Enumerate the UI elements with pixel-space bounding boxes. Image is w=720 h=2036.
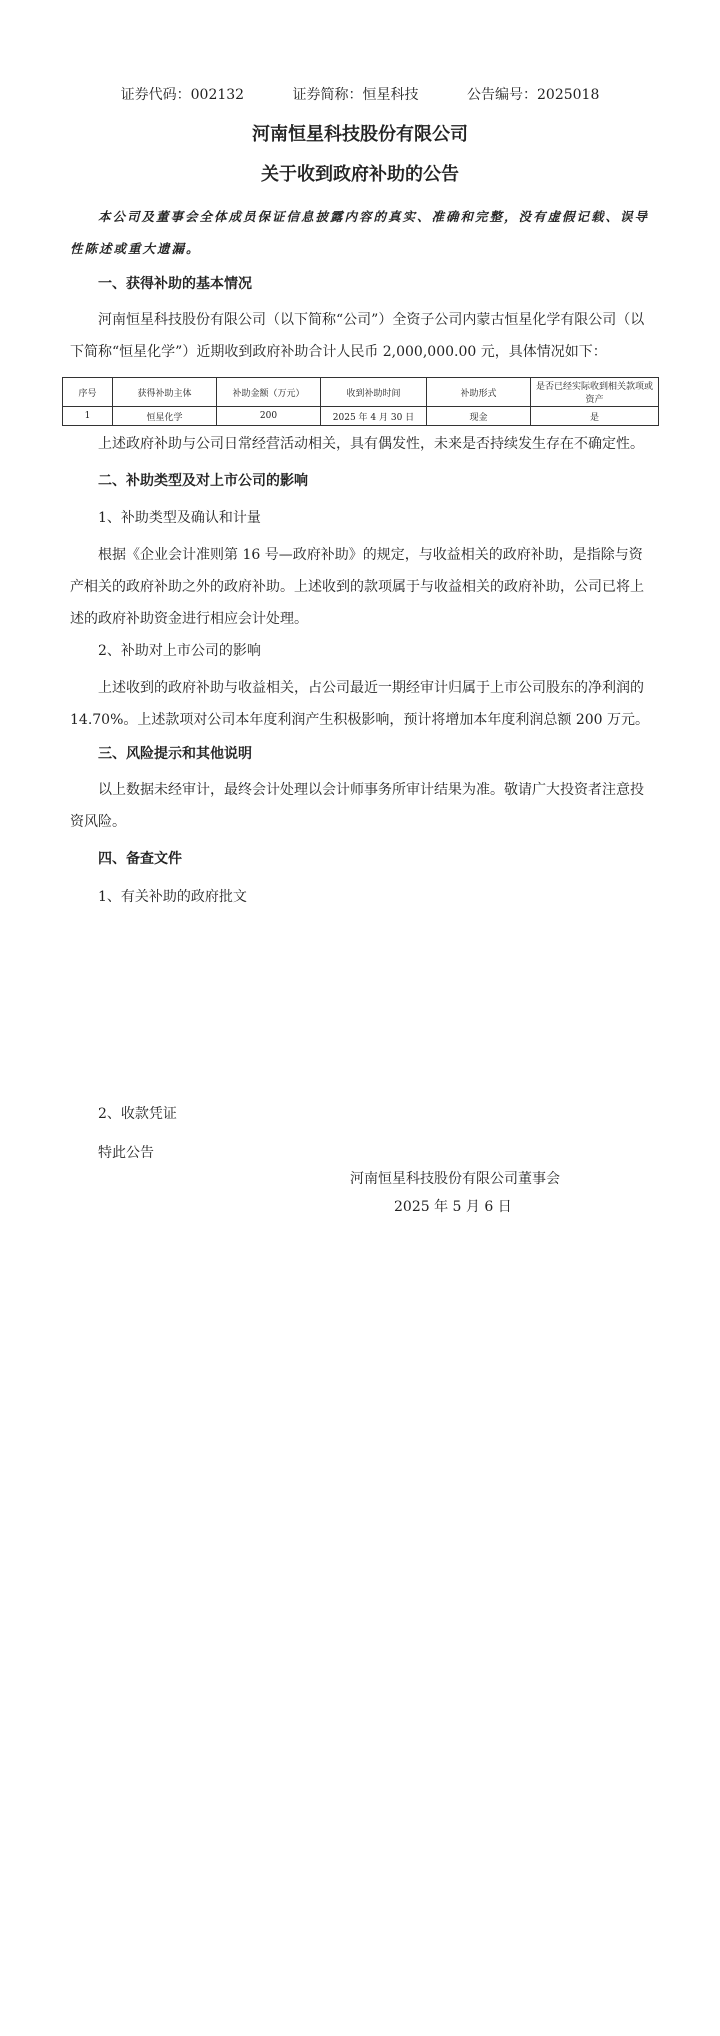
table-cell: 1 (63, 407, 113, 426)
section-2-paragraph-1: 根据《企业会计准则第 16 号—政府补助》的规定，与收益相关的政府补助，是指除与资产相关的政府补助之外的政府补助。上述收到的款项属于与收益相关的政府补助，公司已将上述的政府补助资金进行相应会计处理。 (70, 547, 644, 627)
table-header-cell: 补助形式 (427, 378, 531, 407)
stock-code: 证券代码：002132 (120, 87, 245, 103)
table-header-cell: 补助金额（万元） (217, 378, 321, 407)
table-cell: 现金 (427, 407, 531, 426)
header-line (0, 84, 720, 104)
section-2-paragraph-2: 上述收到的政府补助与收益相关，占公司最近一期经审计归属于上市公司股东的净利润的 14.70%。上述款项对公司本年度利润产生积极影响，预计将增加本年度利润总额 200 万元。 (70, 680, 650, 728)
section-4-item-1: 1、有关补助的政府批文 (98, 889, 247, 905)
table-row (63, 407, 659, 426)
section-4-heading: 四、备查文件 (98, 851, 182, 867)
table-header-cell: 是否已经实际收到相关款项或资产 (531, 378, 659, 407)
table-cell: 是 (531, 407, 659, 426)
section-1-note: 上述政府补助与公司日常经营活动相关，具有偶发性，未来是否持续发生存在不确定性。 (98, 436, 644, 452)
subsidy-table (62, 377, 659, 426)
section-2-heading: 二、补助类型及对上市公司的影响 (98, 473, 308, 489)
notice-number: 公告编号：2025018 (467, 87, 600, 103)
table-header-cell: 获得补助主体 (113, 378, 217, 407)
table-header-cell: 序号 (63, 378, 113, 407)
section-3-heading: 三、风险提示和其他说明 (98, 746, 252, 762)
disclosure-statement: 本公司及董事会全体成员保证信息披露内容的真实、准确和完整，没有虚假记载、误导性陈述或重大遗漏。 (70, 209, 650, 256)
notice-title: 关于收到政府补助的公告 (261, 164, 459, 185)
section-2-sub-1: 1、补助类型及确认和计量 (98, 510, 261, 526)
section-4-item-2: 2、收款凭证 (98, 1106, 177, 1122)
section-1-heading: 一、获得补助的基本情况 (98, 276, 252, 292)
table-cell: 200 (217, 407, 321, 426)
stock-short-name: 证券简称：恒星科技 (292, 87, 419, 103)
table-cell: 2025 年 4 月 30 日 (321, 407, 427, 426)
section-2-sub-2: 2、补助对上市公司的影响 (98, 643, 261, 659)
table-header-row (63, 378, 659, 407)
table-cell: 恒星化学 (113, 407, 217, 426)
signature-date: 2025 年 5 月 6 日 (394, 1199, 512, 1215)
table-header-cell: 收到补助时间 (321, 378, 427, 407)
section-1-paragraph: 河南恒星科技股份有限公司（以下简称“公司”）全资子公司内蒙古恒星化学有限公司（以下简称“恒星化学”）近期收到政府补助合计人民币 2,000,000.00 元，具体情况如下： (70, 312, 645, 360)
section-3-paragraph: 以上数据未经审计，最终会计处理以会计师事务所审计结果为准。敬请广大投资者注意投资风险。 (70, 782, 644, 830)
closing-text: 特此公告 (98, 1145, 154, 1161)
company-title: 河南恒星科技股份有限公司 (252, 124, 468, 145)
signature-org: 河南恒星科技股份有限公司董事会 (350, 1171, 560, 1187)
